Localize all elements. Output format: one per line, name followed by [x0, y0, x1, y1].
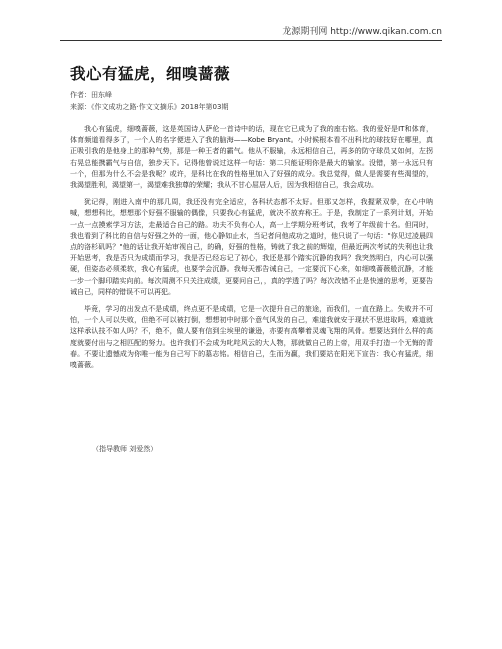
- editor-note: （指导教师 刘爱然）: [92, 445, 158, 453]
- article-title: 我心有猛虎，细嗅蔷薇: [70, 65, 231, 83]
- paragraph-2: 犹记得，刚进入南中的那几周，我还没有完全适应，各科状态都不太好。但那又怎样，我握紧双拳，在心中呐喊，想想科比，想想那个好强不服输的偶像，只要我心有猛虎，就决不放弃称王。于是，我制定了一系列计划，开始一点一点摸索学习方法，走最适合自己的路。功夫不负有心人，高一上学期分班考试，我考了年级前十名。但同时，我也看到了科比的自信与好强之外的一面，他心静如止水，当记者问他成功之道时，他只说了一句话："你见过凌晨四点的洛杉矶吗？"他的话让我开始审视自己，的确，好强的性格，铸就了我之前的辉煌，但最近两次考试的失利也让我开始思考，我是否只为成绩而学习，我是否已经忘记了初心，我还是那个踏实沉静的我吗？我突然明白，内心可以强硬，但姿态必须柔软，我心有猛虎，也要学会沉静。我每天都告诫自己，一定要沉下心来，如细嗅蔷薇般沉静，才能一步一个脚印踏实向前。每次周测不只关注成绩，更要问自己，，真的学透了吗？每次改错不止是快速的思考，更要告诫自己，同样的错误不可以再犯。: [70, 198, 433, 296]
- paragraph-3: 毕竟，学习的出发点不是成绩，终点更不是成绩，它是一次提升自己的旅途，而我们，一直在路上。失败并不可怕，一个人可以失败，但绝不可以被打倒，想想初中时那个意气风发的自己，难道我就安于现状不思进取吗，难道就这样承认技不如人吗？不，绝不，做人要有信到尘埃里的谦逊，亦要有高攀着灵魂飞翔的风骨。想要达到什么样的高度就要付出与之相匹配的努力。也许我们不会成为叱咤风云的大人物，那就做自己的上帝，用双手打造一个无悔的青春。不要让遗憾成为你唯一能为自己写下的墓志铭。相信自己，生而为赢，我们要站在阳光下宣告：我心有猛虎，细嗅蔷薇。: [70, 305, 433, 370]
- article-source: 来源：《作文成功之路·作文文摘乐》2018年第03期: [70, 103, 229, 111]
- page-header: [60, 26, 442, 41]
- paragraph-1: 我心有猛虎，细嗅蔷薇，这是英国诗人萨伦一首诗中的话，现在它已成为了我的座右铭。我的爱好是IT和体育，体育频道看得多了，一个人的名字便进入了我的脑海——Kobe Bryant。小时候根本看不出科比的球技好在哪里，真正吸引我的是他身上的那种气势，那是一种王者的霸气。他从不服输，永远相信自己，再多的防守球员又如何，左拐右晃总能携霸气与自信，独步天下。记得他曾说过这样一句话：第二只能证明你是最大的输家。没错，第一永远只有一个，但那为什么不会是我呢？或许，是科比在我的性格里加入了好强的成分。我总觉得，做人是需要有些渴望的，我渴望胜利，渴望第一，渴望难我独尊的荣耀；我从不甘心屈居人后，因为我相信自己，我会成功。: [70, 125, 433, 190]
- article-author: 作者：田东峰: [70, 91, 112, 99]
- site-name[interactable]: 龙源期刊网 http://www.qikan.com.cn: [282, 27, 442, 37]
- article-body: [70, 124, 433, 377]
